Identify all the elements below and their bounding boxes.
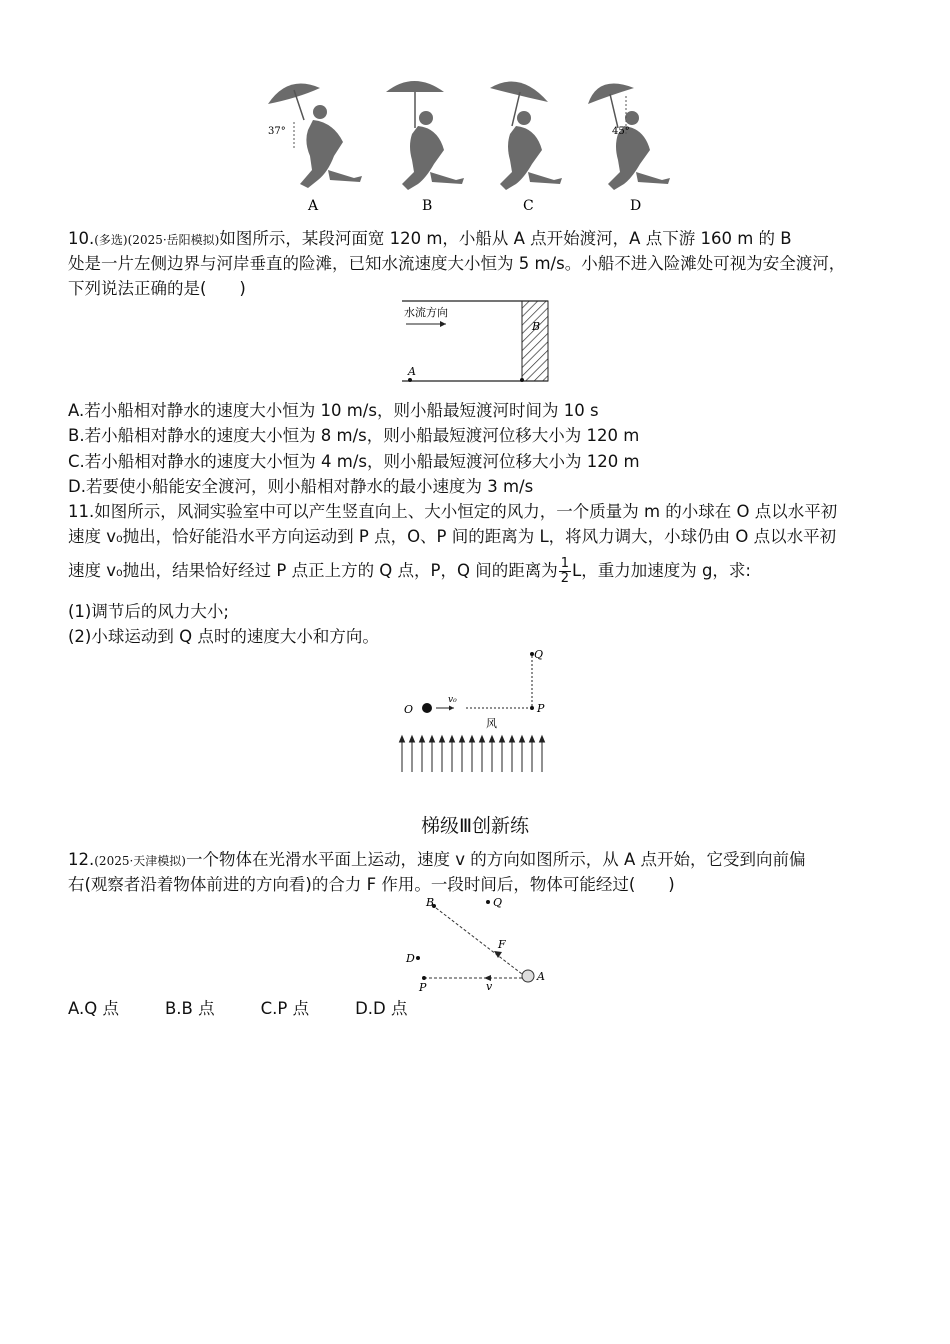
wind-arrows — [400, 736, 545, 772]
fraction-denominator: 2 — [560, 571, 570, 586]
point-b-label: B — [532, 320, 541, 333]
force-arrow-icon — [494, 951, 502, 958]
umbrella-figure — [258, 72, 698, 217]
q12-option-c: C.P 点 — [260, 999, 310, 1018]
q12-text-1: 一个物体在光滑水平面上运动，速度 v 的方向如图所示，从 A 点开始，它受到向前偏 — [185, 850, 806, 869]
v0-arrow-icon — [449, 706, 454, 711]
point-b-label: B — [426, 896, 435, 909]
q11-text-3a: 速度 v₀抛出，结果恰好经过 P 点正上方的 Q 点，P，Q 间的距离为 — [68, 561, 558, 580]
q12-number: 12. — [68, 850, 95, 869]
wind-tunnel-figure — [396, 642, 566, 776]
q11-text-2: 速度 v₀抛出，恰好能沿水平方向运动到 P 点，O、P 间的距离为 L，将风力调大，小球仍由 O 点以水平初 — [68, 527, 837, 546]
point-p — [422, 976, 426, 980]
wind-label: 风 — [486, 717, 497, 730]
shoal-corner-point — [520, 378, 524, 382]
flow-label: 水流方向 — [404, 306, 448, 319]
q12-text-2: 右(观察者沿着物体前进的方向看)的合力 F 作用。一段时间后，物体可能经过( ) — [68, 875, 675, 894]
q10-text-1: 如图所示，某段河面宽 120 m，小船从 A 点开始渡河，A 点下游 160 m 的 B — [219, 229, 792, 248]
label-c: C — [523, 198, 534, 214]
point-q — [530, 652, 534, 656]
point-d — [416, 956, 420, 960]
shoal-region — [522, 301, 548, 381]
q11-line-3 — [68, 553, 751, 589]
flow-arrow-icon — [440, 321, 446, 327]
point-o-label: O — [404, 703, 414, 716]
q10-option-d: D.若要使小船能安全渡河，则小船相对静水的最小速度为 3 m/s — [68, 477, 534, 496]
label-d: D — [630, 198, 642, 214]
q11-sub-1: (1)调节后的风力大小; — [68, 602, 229, 621]
q10-number: 10. — [68, 229, 95, 248]
label-b: B — [422, 198, 433, 214]
fraction-half — [559, 557, 571, 586]
q11-sub-2: (2)小球运动到 Q 点时的速度大小和方向。 — [68, 627, 379, 646]
q10-source: (2025·岳阳模拟) — [127, 233, 220, 247]
v0-label: v₀ — [448, 695, 457, 705]
q12-source: (2025·天津模拟) — [94, 854, 186, 868]
q12-option-b: B.B 点 — [164, 999, 215, 1018]
label-a: A — [308, 198, 319, 214]
point-q — [486, 900, 490, 904]
q10-line-1 — [68, 228, 792, 251]
angle-label-a: 37° — [268, 126, 286, 137]
q10-option-c: C.若小船相对静水的速度大小恒为 4 m/s，则小船最短渡河位移大小为 120 m — [68, 452, 640, 471]
q10-option-b: B.若小船相对静水的速度大小恒为 8 m/s，则小船最短渡河位移大小为 120 m — [68, 426, 640, 445]
object-a — [522, 970, 534, 982]
ball-o — [422, 703, 432, 713]
q11-text-1: 11.如图所示，风洞实验室中可以产生竖直向上、大小恒定的风力，一个质量为 m 的小球在 O 点以水平初 — [68, 502, 838, 521]
point-p — [530, 706, 534, 710]
force-label: F — [498, 938, 506, 951]
point-d-label: D — [406, 952, 415, 965]
q12-option-a: A.Q 点 — [68, 999, 119, 1018]
q10-tag: (多选) — [94, 233, 128, 247]
q11-text-3b: L，重力加速度为 g，求: — [572, 561, 751, 580]
river-figure — [396, 298, 556, 388]
velocity-label: v — [486, 980, 493, 993]
point-a-label: A — [537, 970, 545, 983]
point-a — [408, 378, 412, 382]
umbrella-person-c — [490, 82, 562, 190]
umbrella-person-b — [386, 81, 464, 190]
point-q-label: Q — [493, 896, 503, 909]
q12-option-d: D.D 点 — [355, 999, 408, 1018]
q12-line-1 — [68, 849, 806, 872]
q10-text-3: 下列说法正确的是( ) — [68, 279, 246, 298]
q10-text-2: 处是一片左侧边界与河岸垂直的险滩，已知水流速度大小恒为 5 m/s。小船不进入险滩处可视为安全渡河， — [68, 254, 846, 273]
point-p-label: P — [537, 702, 545, 715]
angle-label-d: 45° — [612, 126, 630, 137]
q10-option-a: A.若小船相对静水的速度大小恒为 10 m/s，则小船最短渡河时间为 10 s — [68, 401, 599, 420]
section-title: 梯级Ⅲ创新练 — [420, 815, 530, 837]
point-p-label: P — [419, 981, 427, 994]
q12-options — [68, 998, 454, 1020]
point-q-label: Q — [534, 648, 544, 661]
force-line — [436, 908, 522, 974]
point-a-label: A — [408, 365, 416, 378]
force-figure — [398, 894, 558, 994]
fraction-numerator: 1 — [560, 556, 570, 571]
